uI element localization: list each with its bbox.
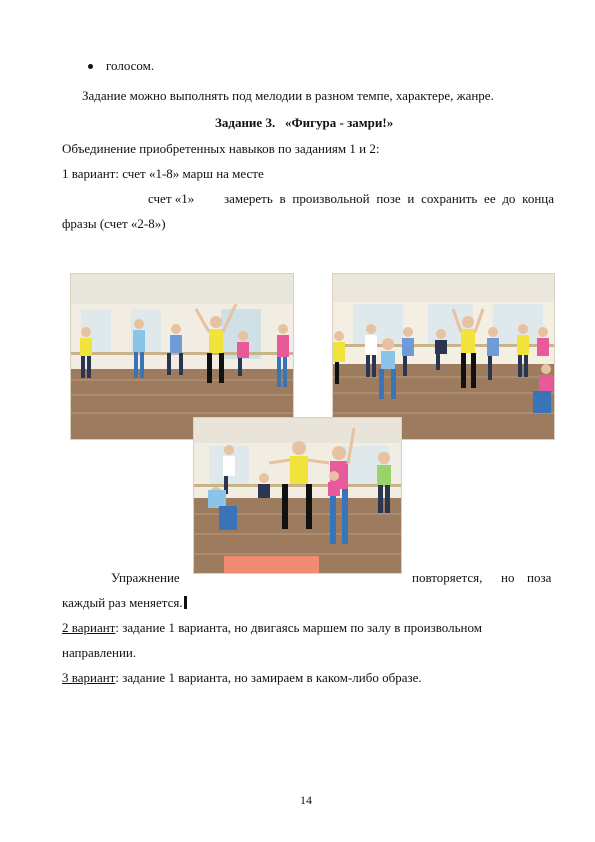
variant1-line2: замереть в произвольной позе и сохранить ее до конца [224, 191, 554, 206]
variant1-line1: 1 вариант: счет «1-8» марш на месте [62, 166, 264, 181]
variant3-text: : задание 1 варианта, но замираем в каком-либо образе. [115, 670, 422, 685]
exercise-line2 [62, 595, 187, 611]
variant2-line2: направлении. [62, 645, 137, 660]
task3-label: Задание 3 [215, 115, 272, 130]
variant3-label: 3 вариант [62, 670, 116, 685]
task3-title: «Фигура - замри!» [284, 115, 394, 130]
intro-text: Объединение приобретенных навыков по заданиям 1 и 2: [62, 141, 380, 156]
variant2-label: 2 вариант [62, 620, 116, 635]
variant2-line1 [62, 620, 554, 636]
task-note: Задание можно выполнять под мелодии в разном темпе, характере, жанре. [82, 88, 494, 103]
bullet-icon [88, 64, 93, 69]
task3-sep: . [271, 115, 276, 130]
photo-children-dancing-2 [332, 273, 555, 440]
exercise-word-3: но [501, 570, 515, 585]
exercise-word-2: повторяется, [412, 570, 483, 585]
variant1-count: счет «1» [148, 191, 195, 206]
task3-heading [215, 115, 393, 131]
variant2-text: : задание 1 варианта, но двигаясь маршем по залу в произвольном [115, 620, 482, 635]
photo-children-dancing-1 [70, 273, 294, 440]
variant1-line3: фразы (счет «2-8») [62, 216, 166, 231]
bullet-item-text: голосом. [106, 58, 155, 73]
photo-children-dancing-3 [193, 417, 402, 574]
exercise-word-4: поза [527, 570, 552, 585]
exercise-word-1: Упражнение [111, 570, 180, 585]
exercise-line2-text: каждый раз меняется. [62, 595, 183, 610]
variant3-line [62, 670, 422, 686]
text-cursor [184, 596, 187, 609]
page-number: 14 [300, 793, 312, 807]
